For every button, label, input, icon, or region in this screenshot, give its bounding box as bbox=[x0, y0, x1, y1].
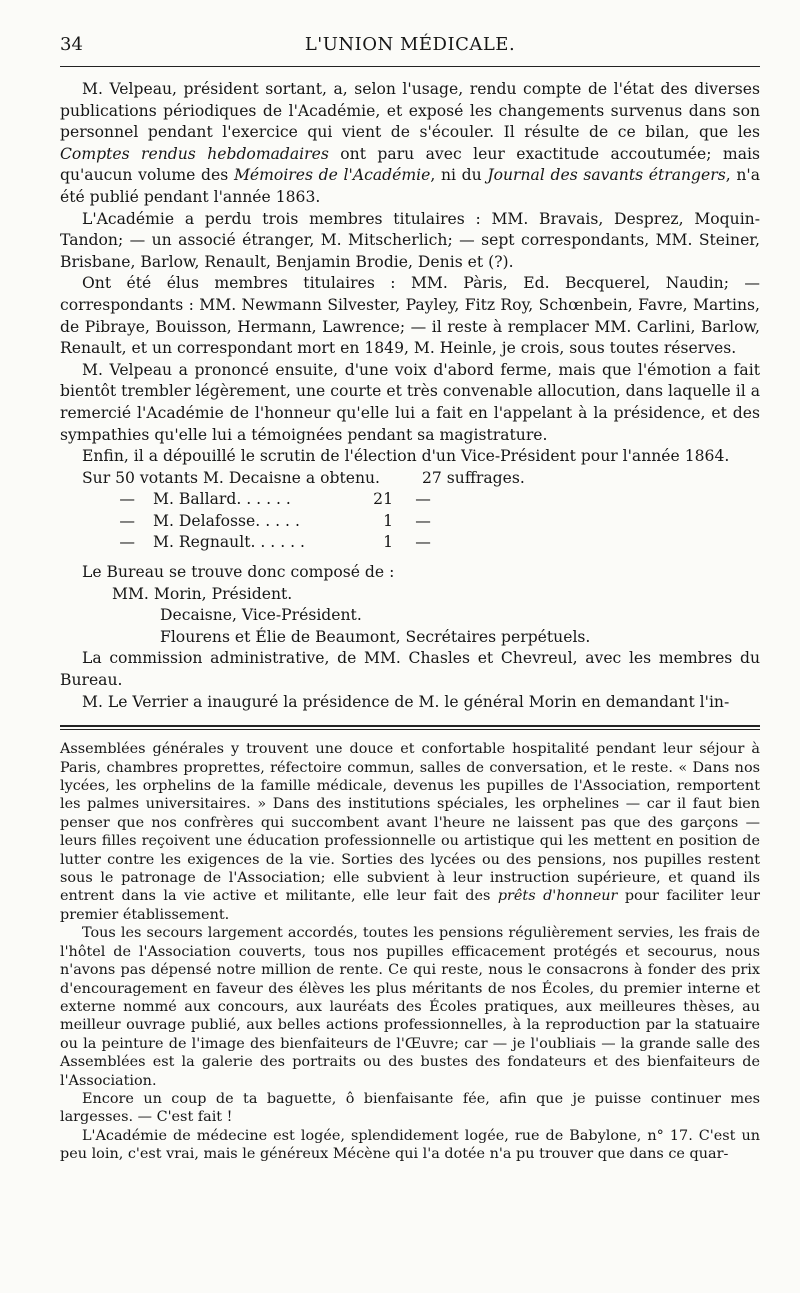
article-body bbox=[60, 79, 760, 713]
vote-row: — M. Regnault. . . . . . 1 — bbox=[119, 533, 431, 552]
term-prets-honneur: prêts d'honneur bbox=[497, 888, 618, 905]
feuilleton-paragraph-baguette: Encore un coup de ta baguette, ô bienfaisante fée, afin que je puisse continuer mes largesses. — C'est fait ! bbox=[60, 1090, 760, 1126]
title-comptes-rendus: Comptes rendus hebdomadaires bbox=[60, 144, 329, 163]
paragraph-verrier: M. Le Verrier a inauguré la présidence de M. le général Morin en demandant l'in- bbox=[82, 692, 730, 711]
title-memoires: Mémoires de l'Académie bbox=[233, 166, 431, 185]
paragraph-members-lost: L'Académie a perdu trois membres titulaires : MM. Bravais, Desprez, Moquin-Tandon; — un associé étranger, M. Mitscherlich; — sept correspondants, MM. Steiner, Brisbane, Barlow, Renault, Benjamin Brodie, Denis et (?). bbox=[60, 209, 760, 271]
vote-results bbox=[60, 468, 760, 554]
header-rule bbox=[60, 66, 760, 67]
vote-row: — M. Ballard. . . . . . 21 — bbox=[119, 490, 431, 509]
paragraph-allocution: M. Velpeau a prononcé ensuite, d'une voix d'abord ferme, mais que l'émotion a fait bientôt trembler légèrement, une courte et très convenable allocution, dans laquelle il a remercié l'Académie de l'honneur qu'elle lui a fait en l'appelant à la présidence, et des sympathies qu'elle lui a témoignées pendant sa magistrature. bbox=[60, 360, 760, 444]
journal-title: L'UNION MÉDICALE. bbox=[304, 34, 516, 55]
bureau-secretaries: Flourens et Élie de Beaumont, Secrétaires perpétuels. bbox=[160, 627, 591, 646]
paragraph-members-elected: Ont été élus membres titulaires : MM. Pàris, Ed. Becquerel, Naudin; — correspondants : MM. Newmann Silvester, Payley, Fitz Roy, Schœnbein, Favre, Martins, de Pibraye, Bouisson, Hermann, Lawrence; — il reste à remplacer MM. Carlini, Barlow, Renault, et un correspondant mort en 1849, M. Heinle, je crois, sous toutes réserves. bbox=[60, 274, 760, 358]
bureau-president: MM. Morin, Président. bbox=[112, 584, 293, 603]
paragraph-velpeau-report: M. Velpeau, président sortant, a, selon l'usage, rendu compte de l'état des diverses publications périodiques de l'Académie, et exposé les changements survenus dans son personnel pendant l'exercice qui vient de s'écouler. Il résulte de ce bilan, que les Comptes rendus hebdomadaires ont paru avec leur exactitude accoutumée; mais qu'aucun volume des Mémoires de l'Académie, ni du Journal des savants étrangers, n'a été publié pendant l'année 1863. bbox=[60, 80, 760, 206]
feuilleton-divider bbox=[60, 725, 760, 730]
vote-row-intro: Sur 50 votants M. Decaisne a obtenu. 27 suffrages. bbox=[82, 468, 525, 487]
bureau-composition bbox=[60, 562, 760, 713]
running-header bbox=[60, 34, 760, 64]
feuilleton-paragraph-academie: L'Académie de médecine est logée, splendidement logée, rue de Babylone, n° 17. C'est un peu loin, c'est vrai, mais le généreux Mécène qui l'a dotée n'a pu trouver que dans ce quar- bbox=[60, 1127, 760, 1163]
page-number: 34 bbox=[60, 34, 83, 55]
paragraph-election: Enfin, il a dépouillé le scrutin de l'élection d'un Vice-Président pour l'année 1864. bbox=[82, 447, 730, 466]
title-journal-savants: Journal des savants étrangers bbox=[487, 166, 726, 185]
paragraph-commission: La commission administrative, de MM. Chasles et Chevreul, avec les membres du Bureau. bbox=[60, 649, 760, 690]
feuilleton-paragraph-secours: Tous les secours largement accordés, toutes les pensions régulièrement servies, les frais de l'hôtel de l'Association couverts, tous nos pupilles efficacement protégés et secourus, nous n'avons pas dépensé notre million de rente. Ce qui reste, nous le consacrons à fonder des prix d'encouragement en faveur des élèves les plus méritants de nos Écoles, du premier interne et externe nommé aux concours, aux lauréats des Écoles pratiques, aux meilleures thèses, au meilleur ouvrage publié, aux belles actions professionnelles, à la reproduction par la statuaire ou la peinture de l'image des bienfaiteurs de l'Œuvre; car — je l'oubliais — la grande salle des Assemblées est la galerie des portraits ou des bustes des fondateurs et des bienfaiteurs de l'Association. bbox=[60, 925, 760, 1089]
bureau-vice-president: Decaisne, Vice-Président. bbox=[160, 606, 362, 625]
vote-row: — M. Delafosse. . . . . 1 — bbox=[119, 511, 431, 530]
feuilleton-body bbox=[60, 740, 760, 1163]
bureau-intro: Le Bureau se trouve donc composé de : bbox=[82, 563, 395, 582]
feuilleton-paragraph-assemblies: Assemblées générales y trouvent une douce et confortable hospitalité pendant leur séjour à Paris, chambres proprettes, réfectoire commun, salles de conversation, et le reste. « Dans nos lycées, les orphelins de la famille médicale, devenus les pupilles de l'Association, remportent les palmes universitaires. » Dans des institutions spéciales, les orphelines — car il faut bien penser que nos confrères qui succombent avant l'heure ne laissent pas que des garçons — leurs filles reçoivent une éducation professionnelle ou artistique qui les mettent en position de lutter contre les exigences de la vie. Sorties des lycées ou des pensions, nos pupilles restent sous le patronage de l'Association; elle subvient à leur instruction supérieure, et quand ils entrent dans la vie active et militante, elle leur fait des prêts d'honneur pour faciliter leur premier établissement. bbox=[60, 741, 761, 923]
